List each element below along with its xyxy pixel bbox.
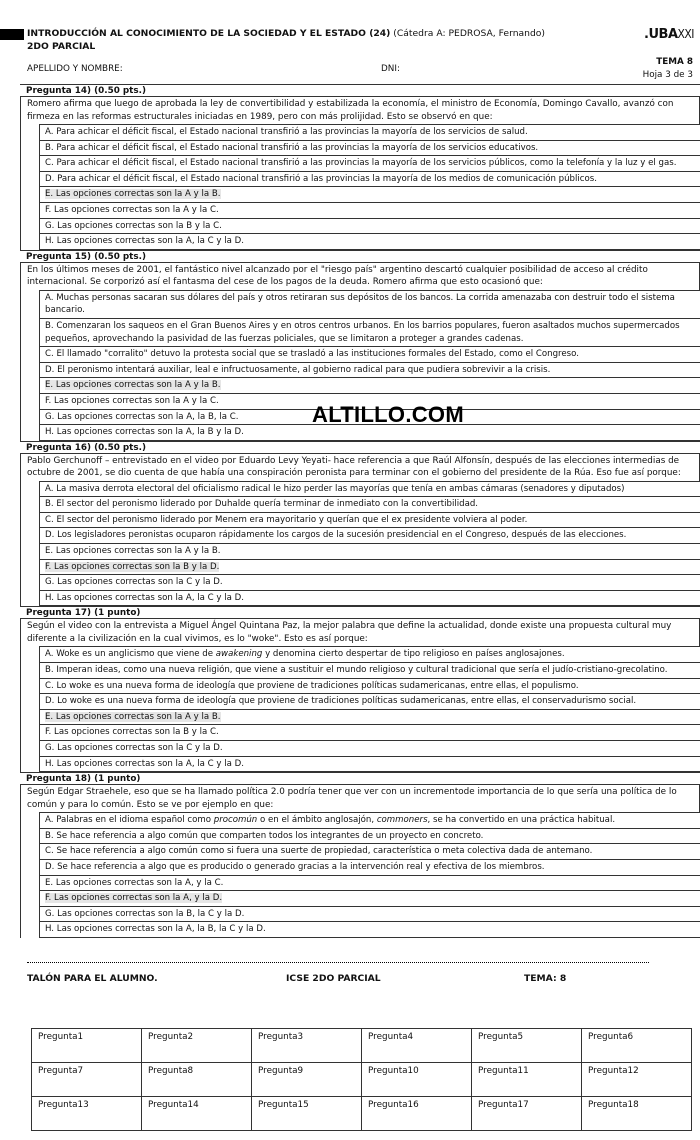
option-text xyxy=(45,365,550,375)
option-letter: E. xyxy=(45,189,54,200)
option-part: Las opciones correctas son la A, y la D. xyxy=(54,893,223,904)
option-item[interactable] xyxy=(39,202,700,218)
answer-row xyxy=(32,1063,692,1097)
option-text xyxy=(45,893,222,903)
option-part: Para achicar el déficit fiscal, el Estado nacional transfirió a las provincias la mayoría de los servicios públicos, como la telefonía y la luz y el gas. xyxy=(56,158,677,169)
answer-cell[interactable]: Pregunta14 xyxy=(142,1097,252,1131)
option-part: Las opciones correctas son la B y la C. xyxy=(54,727,219,738)
option-letter: F. xyxy=(45,395,52,406)
answer-cell[interactable]: Pregunta15 xyxy=(252,1097,362,1131)
option-text xyxy=(45,143,538,153)
option-letter: G. xyxy=(45,908,55,919)
option-letter: H. xyxy=(45,236,55,247)
option-text xyxy=(45,515,527,525)
question-title: Pregunta 17) (1 punto) xyxy=(20,606,700,618)
option-part: Las opciones correctas son la A y la C. xyxy=(54,395,219,406)
option-part: Las opciones correctas son la A y la B. xyxy=(55,711,221,722)
option-letter: A. xyxy=(45,292,54,303)
option-text xyxy=(45,846,592,856)
option-part: Las opciones correctas son la A, la C y la D. xyxy=(56,592,244,603)
answer-cell[interactable]: Pregunta16 xyxy=(362,1097,472,1131)
option-letter: B. xyxy=(45,142,54,153)
option-letter: B. xyxy=(45,499,54,510)
option-part: La masiva derrota electoral del oficialismo radical le hizo perder las mayorías que tenía en ambas cámaras (senadores y diputados) xyxy=(56,483,625,494)
option-part: Las opciones correctas son la A y la C. xyxy=(54,204,219,215)
option-part: Para achicar el déficit fiscal, el Estado nacional transfirió a las provincias la mayoría de los servicios de salud. xyxy=(56,127,528,137)
option-text xyxy=(45,221,222,231)
option-part: y denomina cierto despertar de tipo religioso en países anglosajones. xyxy=(262,649,565,660)
option-part: Comenzaran los saqueos en el Gran Buenos Aires y en otros centros urbanos. En los barrios populares, fueron asaltados muchos supermercados pequeños, aprovechando la pasividad de las fuerzas policiales, que se limitaron a proteger a grandes cadenas. xyxy=(45,320,680,344)
question-text: Romero afirma que luego de aprobada la ley de convertibilidad y estabilizada la economía, el ministro de Economía, Domingo Cavallo, avanzó con firmeza en las reformas estructurales iniciadas en 1989, pero con más prolijidad. Esto se observó en que: xyxy=(20,96,700,124)
answer-cell[interactable]: Pregunta10 xyxy=(362,1063,472,1097)
questions-container xyxy=(20,84,700,938)
option-item[interactable] xyxy=(39,124,700,140)
option-text xyxy=(45,862,545,872)
option-item[interactable] xyxy=(39,693,700,709)
question-text: Según el video con la entrevista a Miguel Ángel Quintana Paz, la mejor palabra que define la actualidad, donde existe una propuesta cultural muy diferente a la civilización en la cual vivimos, es lo "woke". Esto es así porque: xyxy=(20,618,700,646)
option-letter: D. xyxy=(45,530,55,541)
answer-cell[interactable]: Pregunta7 xyxy=(32,1063,142,1097)
option-item[interactable] xyxy=(39,186,700,202)
answer-row xyxy=(32,1029,692,1063)
option-item[interactable] xyxy=(39,574,700,590)
option-part: Las opciones correctas son la A, la C y la D. xyxy=(56,758,244,769)
option-letter: B. xyxy=(45,665,54,676)
answer-cell[interactable]: Pregunta18 xyxy=(582,1097,692,1131)
option-part: Para achicar el déficit fiscal, el Estado nacional transfirió a las provincias la mayoría de los servicios educativos. xyxy=(56,142,539,153)
option-item[interactable] xyxy=(39,233,700,250)
option-part: Lo woke es una nueva forma de ideología que proviene de tradiciones políticas sudamericanas, entre ellas, el conservadurismo social. xyxy=(57,696,637,707)
option-text xyxy=(45,412,239,422)
option-letter: A. xyxy=(45,483,54,494)
option-part: Las opciones correctas son la C y la D. xyxy=(57,743,223,753)
option-letter: F. xyxy=(45,204,52,215)
option-text xyxy=(45,380,221,390)
option-letter: G. xyxy=(45,220,55,231)
option-part: Las opciones correctas son la A, la C y la D. xyxy=(56,236,244,247)
question-title: Pregunta 16) (0.50 pts.) xyxy=(20,441,700,453)
option-part: Las opciones correctas son la C y la D. xyxy=(57,577,223,588)
option-item[interactable] xyxy=(39,318,700,346)
option-letter: G. xyxy=(45,411,55,422)
option-letter: C. xyxy=(45,680,54,691)
option-part: Las opciones correctas son la A y la B. xyxy=(55,189,221,200)
answer-row xyxy=(32,1097,692,1131)
question-text: Pablo Gerchunoff – entrevistado en el video por Eduardo Levy Yeyati- hace referencia a que Raúl Alfonsín, después de las elecciones intermedias de octubre de 2001, se dio cuenta de que había una conspiración peronista para terminar con el gobierno del presidente de la Rúa. Eso fue así porque: xyxy=(20,453,700,481)
option-text xyxy=(45,484,625,494)
option-letter: A. xyxy=(45,649,54,660)
option-letter: F. xyxy=(45,893,52,904)
option-text xyxy=(45,577,223,587)
answer-cell[interactable]: Pregunta8 xyxy=(142,1063,252,1097)
option-part: Las opciones correctas son la A y la B. xyxy=(55,546,221,557)
option-letter: E. xyxy=(45,877,54,888)
option-letter: C. xyxy=(45,158,54,169)
option-text xyxy=(45,649,565,659)
question-title: Pregunta 14) (0.50 pts.) xyxy=(20,84,700,96)
course-title: INTRODUCCIÓN AL CONOCIMIENTO DE LA SOCIEDAD Y EL ESTADO (24) xyxy=(27,28,391,39)
answer-cell[interactable]: Pregunta1 xyxy=(32,1029,142,1063)
option-letter: E. xyxy=(45,546,54,557)
option-text xyxy=(45,127,528,137)
answer-cell[interactable]: Pregunta12 xyxy=(582,1063,692,1097)
option-text xyxy=(45,878,223,888)
option-emphasis: procomún xyxy=(213,815,258,826)
option-item[interactable] xyxy=(39,921,700,938)
question-text: En los últimos meses de 2001, el fantástico nivel alcanzado por el "riesgo país" argentino descartó cualquier posibilidad de acceso al crédito internacional. Se corporizó así el fantasma del cese de los pagos de la deuda. Romero afirma que esto ocasionó que: xyxy=(20,262,700,290)
header-black-bar xyxy=(0,29,24,40)
option-emphasis: awakening xyxy=(215,649,263,660)
option-item[interactable] xyxy=(39,155,700,171)
catedra: (Cátedra A: PEDROSA, Fernando) xyxy=(393,28,546,39)
option-item[interactable] xyxy=(39,362,700,378)
option-item[interactable] xyxy=(39,590,700,607)
option-letter: H. xyxy=(45,758,55,769)
option-item[interactable] xyxy=(39,678,700,694)
option-letter: F. xyxy=(45,561,52,572)
option-letter: C. xyxy=(45,349,54,360)
option-part: El llamado "corralito" detuvo la protesta social que se trasladó a las instituciones formales del Estado, como el Congreso. xyxy=(56,349,580,360)
option-text xyxy=(45,293,675,316)
option-letter: A. xyxy=(45,815,54,826)
option-item[interactable] xyxy=(39,724,700,740)
options-list xyxy=(20,812,700,938)
option-part: Las opciones correctas son la B, la C y la D. xyxy=(57,908,245,919)
option-text xyxy=(45,427,244,437)
option-item[interactable] xyxy=(39,496,700,512)
option-item[interactable] xyxy=(39,543,700,559)
option-letter: D. xyxy=(45,861,55,872)
option-text xyxy=(45,759,244,769)
option-text xyxy=(45,593,244,603)
answer-grid xyxy=(31,1028,692,1131)
answer-cell[interactable]: Pregunta9 xyxy=(252,1063,362,1097)
option-text xyxy=(45,546,221,556)
exam-header xyxy=(27,28,627,52)
answer-cell[interactable]: Pregunta2 xyxy=(142,1029,252,1063)
option-part: Los legisladores peronistas ocuparon rápidamente los cargos de la sucesión presidencial en el Congreso, después de las elecciones. xyxy=(57,530,627,541)
options-list xyxy=(20,646,700,772)
answer-cell[interactable]: Pregunta4 xyxy=(362,1029,472,1063)
option-part: Muchas personas sacaran sus dólares del país y otros retiraran sus depósitos de los bancos. La corrida amenazaba con destruir todo el sistema bancario. xyxy=(45,292,675,316)
option-part: Imperan ideas, como una nueva religión, que viene a sustituir el mundo religioso y cultural tradicional que sería el judío-cristiano-grecolatino. xyxy=(56,665,668,676)
option-item[interactable] xyxy=(39,171,700,187)
apellido-label: APELLIDO Y NOMBRE: xyxy=(27,64,123,74)
option-letter: B. xyxy=(45,320,54,331)
option-item[interactable] xyxy=(39,346,700,362)
option-item[interactable] xyxy=(39,828,700,844)
option-text xyxy=(45,727,219,737)
option-letter: C. xyxy=(45,514,54,525)
option-part: El sector del peronismo liderado por Menem era mayoritario y querían que el ex presidente volviera al poder. xyxy=(56,514,528,525)
options-list xyxy=(20,124,700,250)
option-text xyxy=(45,712,221,722)
dni-label: DNI: xyxy=(381,64,400,74)
uba-xxi-logo: .UBAXXI xyxy=(644,27,694,42)
option-part: , se ha convertido en una práctica habitual. xyxy=(427,815,616,826)
option-part: Las opciones correctas son la B y la D. xyxy=(54,561,220,572)
option-letter: A. xyxy=(45,127,54,137)
option-text xyxy=(45,530,626,540)
option-letter: D. xyxy=(45,173,55,184)
option-part: Lo woke es una nueva forma de ideología que proviene de tradiciones políticas sudamericanas, entre ellas, el populismo. xyxy=(56,680,579,691)
option-item[interactable] xyxy=(39,377,700,393)
option-letter: D. xyxy=(45,364,55,375)
question-text: Según Edgar Straehele, eso que se ha llamado política 2.0 podría tener que ver con un incrementode importancia de lo que sería una política de lo común y para lo común. Esto se ve por ejemplo en que: xyxy=(20,784,700,812)
parcial-label: 2DO PARCIAL xyxy=(27,41,96,53)
answer-cell[interactable]: Pregunta3 xyxy=(252,1029,362,1063)
tema-label: TEMA 8 xyxy=(656,57,693,67)
option-part: El sector del peronismo liderado por Duhalde quería terminar de inmediato con la convertibilidad. xyxy=(56,499,479,510)
hoja-label: Hoja 3 de 3 xyxy=(642,70,693,80)
option-item[interactable] xyxy=(39,512,700,528)
option-part: Woke es un anglicismo que viene de xyxy=(56,649,216,660)
option-part: Se hace referencia a algo común como si fuera una suerte de propiedad, característica o meta colectiva dada de antemano. xyxy=(56,846,593,857)
icse-label: ICSE 2DO PARCIAL xyxy=(286,973,381,984)
option-letter: D. xyxy=(45,696,55,707)
option-item[interactable] xyxy=(39,290,700,318)
option-part: Las opciones correctas son la A y la B. xyxy=(55,380,221,391)
option-text xyxy=(45,924,266,934)
option-letter: G. xyxy=(45,577,55,588)
option-part: Las opciones correctas son la A, la B, la C y la D. xyxy=(56,924,266,935)
option-text xyxy=(45,815,615,825)
cut-line xyxy=(27,962,649,963)
option-letter: G. xyxy=(45,743,55,753)
option-item[interactable] xyxy=(39,140,700,156)
option-text xyxy=(45,321,680,344)
option-text xyxy=(45,158,676,168)
option-item[interactable] xyxy=(39,709,700,725)
option-letter: H. xyxy=(45,592,55,603)
option-letter: E. xyxy=(45,380,54,391)
option-item[interactable] xyxy=(39,756,700,773)
option-text xyxy=(45,174,597,184)
option-text xyxy=(45,499,478,509)
option-text xyxy=(45,205,219,215)
talon-label: TALÓN PARA EL ALUMNO. xyxy=(27,973,158,984)
options-list xyxy=(20,481,700,607)
option-item[interactable] xyxy=(39,218,700,234)
answer-cell[interactable]: Pregunta5 xyxy=(472,1029,582,1063)
option-text xyxy=(45,396,219,406)
option-item[interactable] xyxy=(39,875,700,891)
option-letter: E. xyxy=(45,711,54,722)
option-letter: F. xyxy=(45,727,52,738)
option-item[interactable] xyxy=(39,481,700,497)
option-item[interactable] xyxy=(39,527,700,543)
option-part: Palabras en el idioma español como xyxy=(56,815,214,826)
option-text xyxy=(45,236,244,246)
option-part: Las opciones correctas son la B y la C. xyxy=(57,220,222,231)
option-part: Se hace referencia a algo que es producido o generado gracias a la intervención real y efectiva de los miembros. xyxy=(57,861,545,872)
option-letter: B. xyxy=(45,830,54,841)
option-item[interactable] xyxy=(39,646,700,662)
option-part: o en el ámbito anglosajón, xyxy=(257,815,377,826)
option-part: Las opciones correctas son la A, y la C. xyxy=(55,877,224,888)
option-part: Las opciones correctas son la A, la B, la C. xyxy=(57,411,239,422)
option-item[interactable] xyxy=(39,843,700,859)
option-letter: H. xyxy=(45,427,55,438)
option-text xyxy=(45,743,223,753)
option-text xyxy=(45,696,636,706)
option-item[interactable] xyxy=(39,559,700,575)
option-part: Las opciones correctas son la A, la B y la D. xyxy=(56,427,244,438)
question-title: Pregunta 18) (1 punto) xyxy=(20,772,700,784)
option-text xyxy=(45,909,244,919)
option-text xyxy=(45,562,219,572)
option-item[interactable] xyxy=(39,890,700,906)
option-part: El peronismo intentará auxiliar, leal e infructuosamente, al gobierno radical para que pudiera sobrevivir a la crisis. xyxy=(57,364,551,375)
option-letter: C. xyxy=(45,846,54,857)
option-part: Para achicar el déficit fiscal, el Estado nacional transfirió a las provincias la mayoría de los medios de comunicación públicos. xyxy=(57,173,597,184)
option-text xyxy=(45,349,579,359)
option-item[interactable] xyxy=(39,812,700,828)
answer-cell[interactable]: Pregunta13 xyxy=(32,1097,142,1131)
option-letter: H. xyxy=(45,924,55,935)
option-item[interactable] xyxy=(39,859,700,875)
option-item[interactable] xyxy=(39,662,700,678)
watermark: ALTILLO.COM xyxy=(312,402,464,427)
option-text xyxy=(45,831,483,841)
option-part: Se hace referencia a algo común que comparten todos los integrantes de un proyecto en concreto. xyxy=(56,830,484,841)
option-text xyxy=(45,665,668,675)
footer-tema: TEMA: 8 xyxy=(524,973,567,984)
option-item[interactable] xyxy=(39,906,700,922)
option-item[interactable] xyxy=(39,740,700,756)
answer-cell[interactable]: Pregunta6 xyxy=(582,1029,692,1063)
answer-cell[interactable]: Pregunta17 xyxy=(472,1097,582,1131)
option-text xyxy=(45,681,579,691)
question-title: Pregunta 15) (0.50 pts.) xyxy=(20,250,700,262)
option-emphasis: commoners xyxy=(376,815,428,826)
option-text xyxy=(45,189,221,199)
answer-cell[interactable]: Pregunta11 xyxy=(472,1063,582,1097)
